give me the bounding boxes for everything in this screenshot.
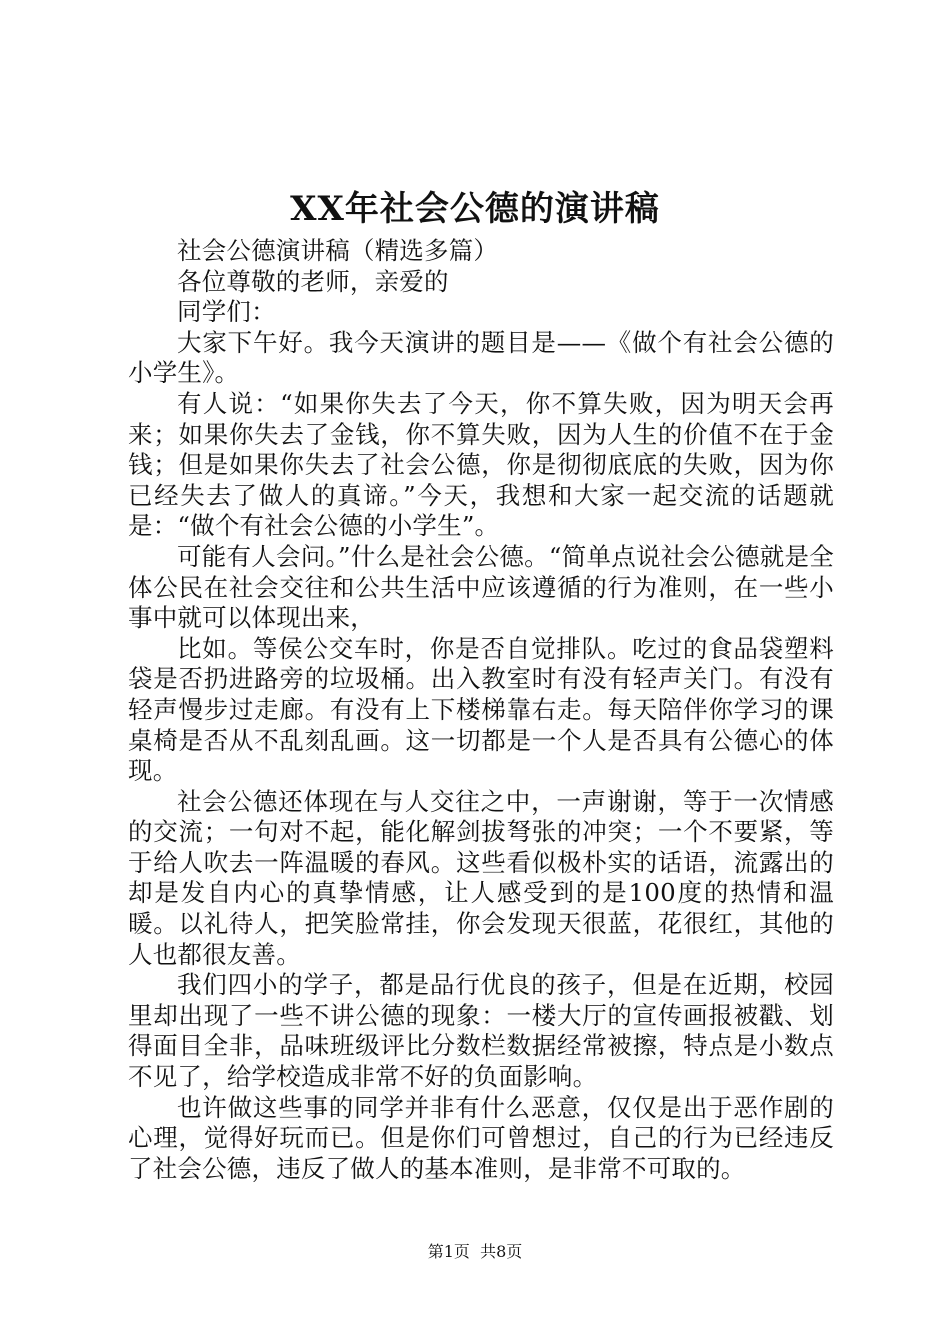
paragraph: 我们四小的学子，都是品行优良的孩子，但是在近期，校园里却出现了一些不讲公德的现象：一楼大厅的宣传画报被戳、划得面目全非，品味班级评比分数栏数据经常被擦，特点是小数点不见了，给学校造成非常不好的负面影响。: [128, 970, 834, 1092]
paragraph: 社会公德演讲稿（精选多篇）: [177, 236, 499, 265]
paragraph: 有人说：“如果你失去了今天，你不算失败，因为明天会再来；如果你失去了金钱，你不算失败，因为人生的价值不在于金钱；但是如果你失去了社会公德，你是彻彻底底的失败，因为你已经失去了做人的真谛。”今天，我想和大家一起交流的话题就是：“做个有社会公德的小学生”。: [128, 388, 834, 541]
page-total: 共8页: [480, 1242, 523, 1261]
paragraph: 同学们：: [177, 297, 276, 327]
paragraph: 也许做这些事的同学并非有什么恶意，仅仅是出于恶作剧的心理，觉得好玩而已。但是你们可曾想过，自己的行为已经违反了社会公德，违反了做人的基本准则，是非常不可取的。: [128, 1092, 834, 1183]
footer-spacer: [470, 1242, 480, 1261]
paragraph: 可能有人会问。”什么是社会公德。“简单点说社会公德就是全体公民在社会交往和公共生活中应该遵循的行为准则，在一些小事中就可以体现出来，: [128, 541, 834, 633]
paragraph: 各位尊敬的老师，亲爱的: [177, 266, 449, 296]
page-footer: [0, 1242, 950, 1262]
page-number: 第1页: [427, 1242, 470, 1261]
paragraph: 比如。等侯公交车时，你是否自觉排队。吃过的食品袋塑料袋是否扔进路旁的垃圾桶。出入教室时有没有轻声关门。有没有轻声慢步过走廊。有没有上下楼梯靠右走。每天陪伴你学习的课桌椅是否从不乱刻乱画。这一切都是一个人是否具有公德心的体现。: [128, 633, 834, 786]
paragraph: 大家下午好。我今天演讲的题目是——《做个有社会公德的小学生》。: [128, 327, 834, 388]
document-body: [128, 236, 834, 1184]
paragraph: 社会公德还体现在与人交往之中，一声谢谢，等于一次情感的交流；一句对不起，能化解剑拔弩张的冲突；一个不要紧，等于给人吹去一阵温暖的春风。这些看似极朴实的话语，流露出的却是发自内心的真挚情感，让人感受到的是100度的热情和温暖。以礼待人，把笑脸常挂，你会发现天很蓝，花很红，其他的人也都很友善。: [128, 786, 834, 969]
document-title: XX年社会公德的演讲稿: [290, 189, 660, 229]
